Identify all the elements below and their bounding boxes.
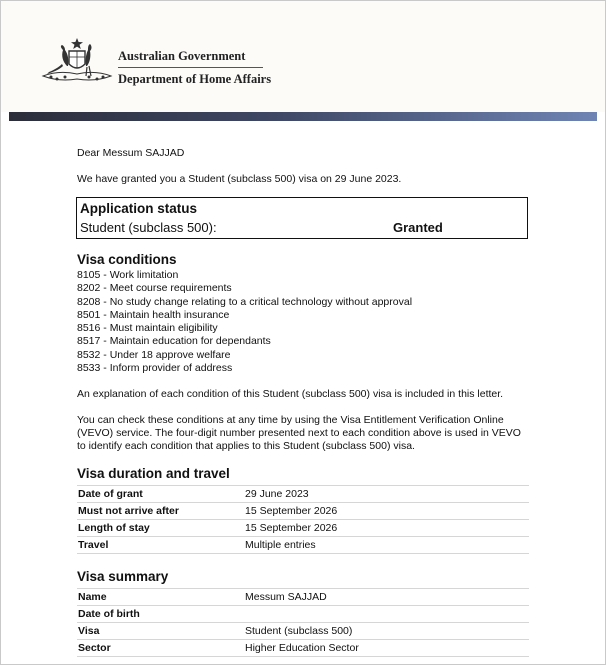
row-label: Sector (78, 642, 111, 654)
visa-conditions-list (77, 269, 412, 375)
row-label: Name (78, 591, 107, 603)
grant-statement: We have granted you a Student (subclass 500) visa on 29 June 2023. (77, 173, 402, 185)
visa-duration-heading: Visa duration and travel (77, 466, 230, 481)
table-row (77, 606, 529, 623)
visa-conditions-heading: Visa conditions (77, 252, 177, 267)
condition-item: 8533 - Inform provider of address (77, 362, 233, 375)
row-value: 15 September 2026 (245, 505, 338, 517)
row-label: Visa (78, 625, 100, 637)
visa-summary-heading: Visa summary (77, 569, 169, 584)
row-value: 15 September 2026 (245, 522, 338, 534)
condition-item: 8202 - Meet course requirements (77, 282, 232, 295)
application-status-value: Granted (393, 220, 443, 235)
salutation: Dear Messum SAJJAD (77, 147, 185, 159)
row-label: Travel (78, 539, 109, 551)
letterhead-divider (118, 67, 263, 68)
table-row (77, 503, 529, 520)
visa-summary-table (77, 588, 529, 657)
table-row (77, 520, 529, 537)
row-value: Multiple entries (245, 539, 316, 551)
condition-item: 8516 - Must maintain eligibility (77, 322, 218, 335)
row-label: Must not arrive after (78, 505, 179, 517)
table-row (77, 640, 529, 657)
row-label: Date of birth (78, 608, 140, 620)
vevo-note: You can check these conditions at any time by using the Visa Entitlement Verification Online (VEVO) service. The four-digit number presented next to each condition above is used in VEVO to identify each condition that applies to this Student (subclass 500) visa. (77, 414, 521, 452)
application-status-title: Application status (80, 201, 198, 216)
condition-item: 8517 - Maintain education for dependants (77, 335, 271, 348)
header-stripe (9, 112, 597, 121)
row-label: Length of stay (78, 522, 150, 534)
row-value: Higher Education Sector (245, 642, 359, 654)
letterhead (1, 1, 605, 112)
table-row (77, 588, 529, 606)
government-name: Australian Government (118, 49, 246, 63)
application-status-box (76, 197, 528, 239)
row-value: Messum SAJJAD (245, 591, 327, 603)
table-row (77, 485, 529, 503)
condition-item: 8105 - Work limitation (77, 269, 179, 281)
condition-item: 8208 - No study change relating to a critical technology without approval (77, 295, 413, 308)
visa-duration-table (77, 485, 529, 554)
table-row (77, 623, 529, 640)
application-status-label: Student (subclass 500): (80, 220, 217, 235)
row-value: 29 June 2023 (245, 488, 309, 500)
condition-item: 8532 - Under 18 approve welfare (77, 348, 231, 361)
table-row (77, 537, 529, 554)
conditions-explanation: An explanation of each condition of this Student (subclass 500) visa is included in this letter. (77, 388, 504, 400)
coat-of-arms-icon (41, 36, 113, 86)
row-value: Student (subclass 500) (245, 625, 353, 637)
row-label: Date of grant (78, 488, 143, 500)
condition-item: 8501 - Maintain health insurance (77, 308, 230, 321)
department-name: Department of Home Affairs (118, 72, 272, 86)
